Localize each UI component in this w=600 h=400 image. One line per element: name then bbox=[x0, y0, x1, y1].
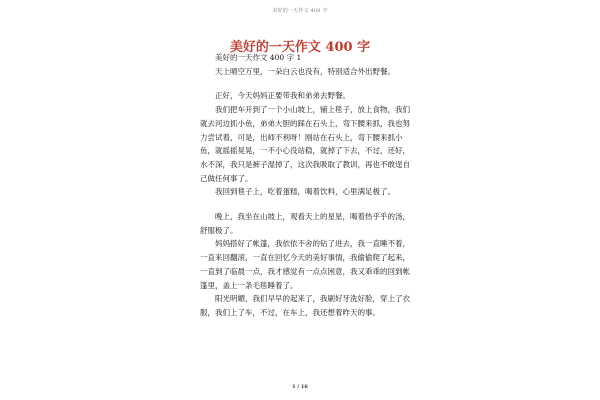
paragraph: 我们把车开到了一个小山坡上，铺上毯子，放上食物，我们就去河边抓小鱼，弟弟大胆的踩在石头上，弯下腰来抓，我也努力尝试着，可是，出师不利呀！刚站在石头上，弯下腰来抓小鱼，就摇摇晃晃，一不小心没站稳，就掉了下去，不过，还好，水不深，我只是裤子湿掉了，这次我吸取了教训，再也不敢逞自己做任何事了。 bbox=[200, 105, 410, 183]
paragraph: 天上晴空万里，一朵白云也没有，特别适合外出野餐。 bbox=[215, 66, 395, 76]
page-header: 美好的一天作文 400 字 bbox=[272, 8, 328, 14]
paragraph: 我回到毯子上，吃着蛋糕，喝着饮料，心里满足极了。 bbox=[215, 187, 395, 197]
paragraph: 正好，今天妈妈正要带我和弟弟去野餐。 bbox=[215, 91, 350, 101]
spacer bbox=[200, 199, 414, 210]
essay-subtitle: 美好的一天作文 400 字 1 bbox=[215, 53, 302, 62]
paragraph: 阳光明媚，我们早早的起来了，我刷好牙洗好脸，穿上了衣服，我们上了车，不过，在车上，我还想着昨天的事。 bbox=[200, 294, 410, 317]
paragraph: 妈妈搭好了帐篷，我依依不舍的钻了进去，我一直睡不着，一直来回翻滚，一直在回忆今天的美好事情，我偷偷爬了起来，一直到了临晨一点，我才感觉有一点点困意，我又乖乖的回到帐篷里，盖上一条毛毯睡着了。 bbox=[200, 239, 410, 290]
spacer bbox=[200, 78, 414, 89]
page-number: 1 / 16 bbox=[292, 384, 308, 390]
paragraph: 晚上，我坐在山坡上，观看天上的星星，喝着热乎乎的汤，舒服极了。 bbox=[200, 212, 410, 235]
essay-body bbox=[200, 51, 414, 320]
essay-title: 美好的一天作文 400 字 bbox=[229, 40, 371, 55]
